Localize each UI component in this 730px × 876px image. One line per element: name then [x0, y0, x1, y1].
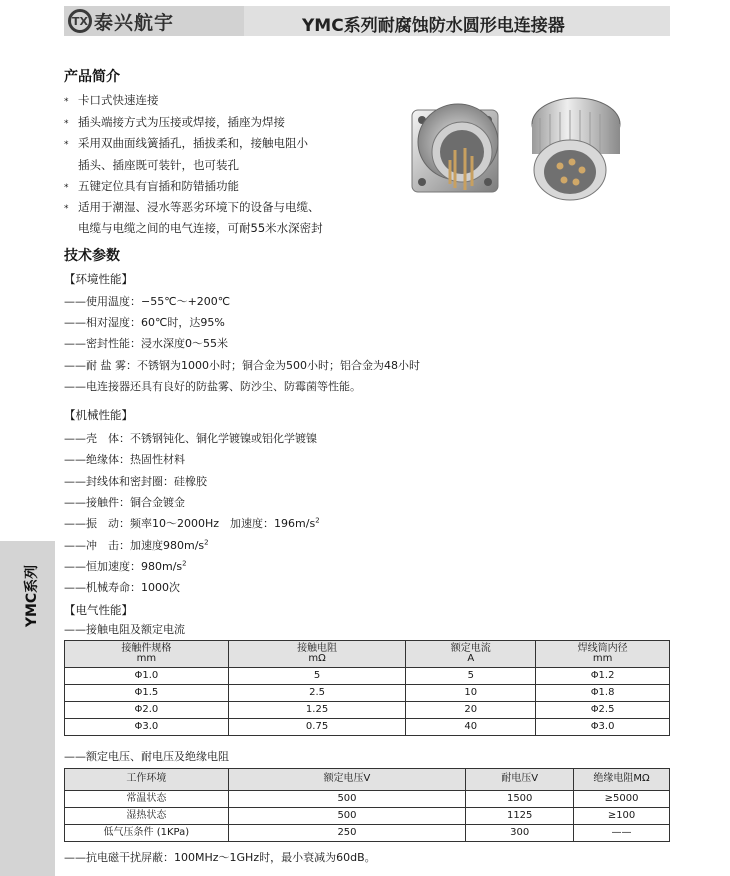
table-row [65, 825, 670, 842]
emi-shielding-line: ——抗电磁干扰屏蔽：100MHz～1GHz时，最小衰减为60dB。 [64, 851, 376, 864]
table-cell: 40 [406, 719, 536, 736]
table-cell: Φ3.0 [536, 719, 670, 736]
table-cell: 20 [406, 702, 536, 719]
mech-line: ——恒加速度：$980m/s^2$ [64, 559, 187, 573]
table-row [65, 808, 670, 825]
table-row [65, 719, 670, 736]
table-header-row [65, 769, 670, 791]
connector-socket-photo [400, 90, 520, 200]
table-header-cell: 额定电流 A [406, 641, 536, 668]
side-tab-label: YMC系列 [24, 564, 40, 628]
mech-line: ——接触件：铜合金镀金 [64, 496, 185, 509]
table-cell: Φ1.8 [536, 685, 670, 702]
brand-logo [64, 6, 244, 36]
env-line: ——使用温度：−55℃～+200℃ [64, 295, 231, 308]
mech-title: 【机械性能】 [64, 408, 133, 422]
table-cell: 低气压条件 (1KPa) [65, 825, 229, 842]
table-header-cell: 接触电阻 mΩ [228, 641, 406, 668]
table-cell: Φ1.2 [536, 668, 670, 685]
mech-line: ——振 动：频率10～2000Hz 加速度：$196m/s^2$ [64, 516, 320, 530]
intro-bullet-cont: 电缆与电缆之间的电气连接，可耐55米水深密封 [78, 221, 323, 235]
elec-sub-heading: ——额定电压、耐电压及绝缘电阻 [64, 750, 229, 763]
table-cell: 5 [228, 668, 406, 685]
connector-plug-photo [520, 88, 625, 203]
table-cell: 湿热状态 [65, 808, 229, 825]
table-header-cell: 耐电压V [466, 769, 574, 791]
table-cell: Φ2.0 [65, 702, 229, 719]
env-line: ——相对湿度：60℃时，达95% [64, 316, 225, 329]
table-cell: 5 [406, 668, 536, 685]
contact-resistance-table [64, 640, 670, 736]
table-cell: 300 [466, 825, 574, 842]
page-header [64, 6, 670, 36]
table-cell: Φ1.5 [65, 685, 229, 702]
mech-line: ——机械寿命：1000次 [64, 581, 180, 594]
table-cell: Φ2.5 [536, 702, 670, 719]
table-cell: Φ3.0 [65, 719, 229, 736]
table-cell: 250 [228, 825, 466, 842]
table-header-cell: 焊线筒内径 mm [536, 641, 670, 668]
intro-bullet: * 插头端接方式为压接或焊接，插座为焊接 [64, 115, 285, 129]
mech-line: ——封线体和密封圈：硅橡胶 [64, 475, 207, 488]
env-line: ——电连接器还具有良好的防盐雾、防沙尘、防霉菌等性能。 [64, 380, 361, 393]
table-header-cell: 接触件规格 mm [65, 641, 229, 668]
table-cell: 0.75 [228, 719, 406, 736]
env-title: 【环境性能】 [64, 272, 133, 286]
table-cell: 常温状态 [65, 791, 229, 808]
params-heading: 技术参数 [64, 248, 120, 264]
page-title: YMC系列耐腐蚀防水圆形电连接器 [302, 16, 565, 36]
table-header-cell: 工作环境 [65, 769, 229, 791]
mech-line: ——壳 体：不锈钢钝化、铜化学镀镍或铝化学镀镍 [64, 432, 317, 445]
intro-bullet: * 卡口式快速连接 [64, 93, 159, 107]
table-cell: ≥5000 [574, 791, 670, 808]
table-cell: 1125 [466, 808, 574, 825]
table-row [65, 668, 670, 685]
intro-bullet: * 采用双曲面线簧插孔，插拔柔和，接触电阻小 [64, 136, 308, 150]
voltage-insulation-table [64, 768, 670, 842]
intro-heading: 产品简介 [64, 69, 120, 85]
table-cell: 1500 [466, 791, 574, 808]
mech-line: ——绝缘体：热固性材料 [64, 453, 185, 466]
table-cell: 2.5 [228, 685, 406, 702]
table-header-cell: 额定电压V [228, 769, 466, 791]
intro-bullet: 插头、插座既可装针，也可装孔 [78, 158, 239, 172]
table-cell: Φ1.0 [65, 668, 229, 685]
brand-name: 泰兴航宇 [94, 11, 175, 34]
table-row [65, 791, 670, 808]
table-cell: —— [574, 825, 670, 842]
elec-sub-heading: ——接触电阻及额定电流 [64, 623, 185, 636]
env-line: ——耐 盐 雾：不锈钢为1000小时；铜合金为500小时；铝合金为48小时 [64, 359, 420, 372]
table-cell: 1.25 [228, 702, 406, 719]
logo-emblem-icon: TX [68, 9, 92, 33]
table-header-row [65, 641, 670, 668]
table-cell: 500 [228, 808, 466, 825]
elec-title: 【电气性能】 [64, 603, 133, 617]
table-row [65, 685, 670, 702]
table-cell: ≥100 [574, 808, 670, 825]
mech-line: ——冲 击：加速度$980m/s^2$ [64, 538, 209, 552]
table-cell: 500 [228, 791, 466, 808]
table-row [65, 702, 670, 719]
env-line: ——密封性能：浸水深度0～55米 [64, 337, 228, 350]
intro-bullet: * 适用于潮湿、浸水等恶劣环境下的设备与电缆、 [64, 200, 320, 214]
table-cell: 10 [406, 685, 536, 702]
intro-bullet: * 五键定位具有盲插和防错插功能 [64, 179, 239, 193]
table-header-cell: 绝缘电阻MΩ [574, 769, 670, 791]
